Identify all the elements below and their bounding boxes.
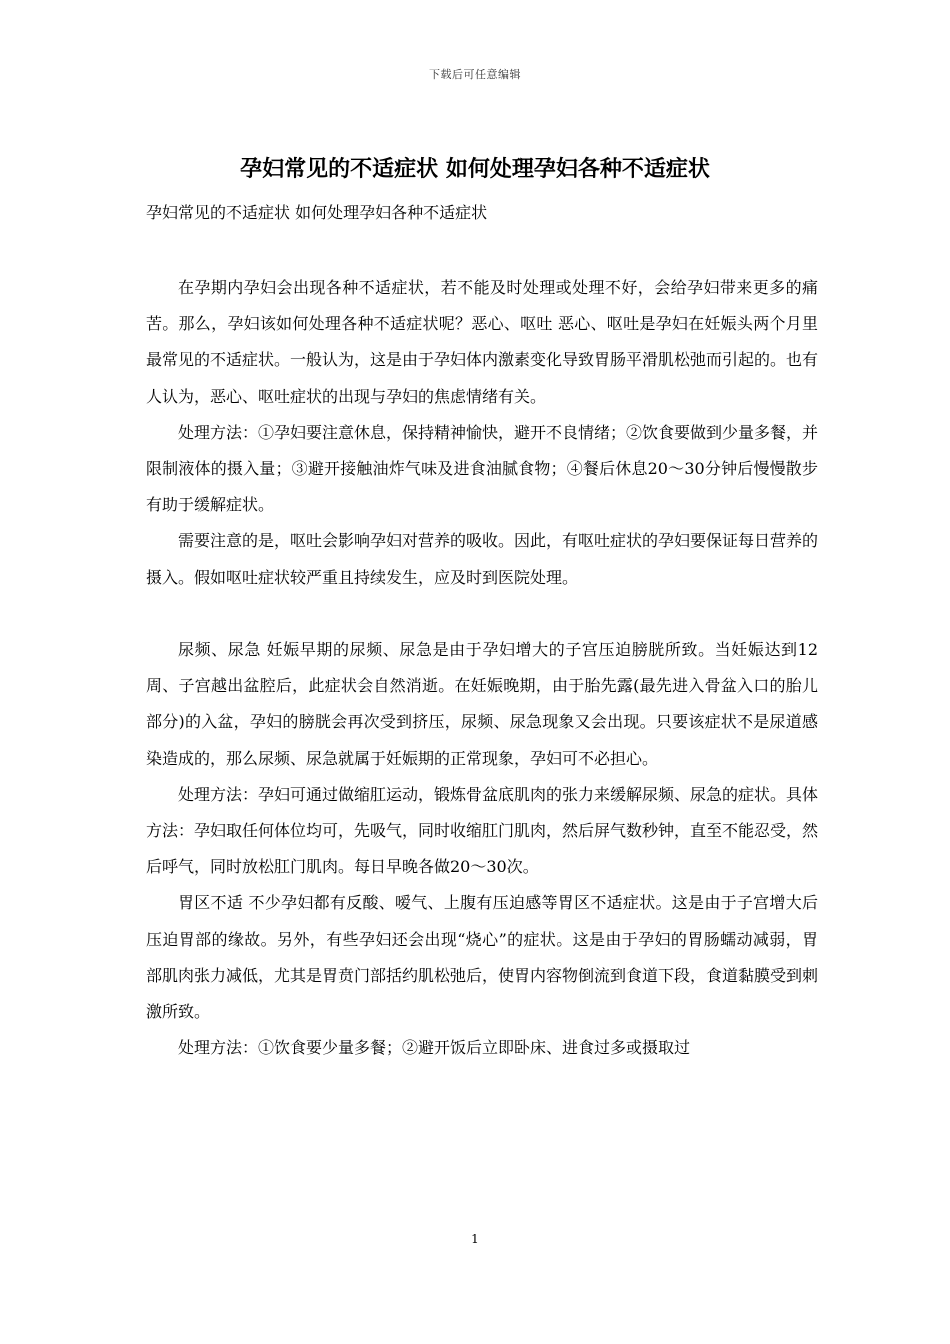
paragraph-intro-nausea: 在孕期内孕妇会出现各种不适症状，若不能及时处理或处理不好，会给孕妇带来更多的痛苦。那么，孕妇该如何处理各种不适症状呢？恶心、呕吐 恶心、呕吐是孕妇在妊娠头两个月里最常见的不适症状。一般认为，这是由于孕妇体内激素变化导致胃肠平滑肌松弛而引起的。也有人认为，恶心、呕吐症状的出现与孕妇的焦虑情绪有关。 xyxy=(146,278,819,406)
document-title: 孕妇常见的不适症状 如何处理孕妇各种不适症状 xyxy=(240,156,710,182)
page-header-note: 下载后可任意编辑 xyxy=(429,68,521,81)
paragraph-stomach-treatment: 处理方法：①饮食要少量多餐；②避开饭后立即卧床、进食过多或摄取过 xyxy=(178,1038,691,1058)
document-body xyxy=(146,270,818,1066)
page-number: 1 xyxy=(471,1232,479,1246)
paragraph-nausea-treatment: 处理方法：①孕妇要注意休息，保持精神愉快，避开不良情绪；②饮食要做到少量多餐，并限制液体的摄入量；③避开接触油炸气味及进食油腻食物；④餐后休息20～30分钟后慢慢散步有助于缓解症状。 xyxy=(146,422,819,515)
paragraph-frequent-urination: 尿频、尿急 妊娠早期的尿频、尿急是由于孕妇增大的子宫压迫膀胱所致。当妊娠达到12周、子宫越出盆腔后，此症状会自然消逝。在妊娠晚期，由于胎先露(最先进入骨盆入口的胎儿部分)的入盆，孕妇的膀胱会再次受到挤压，尿频、尿急现象又会出现。只要该症状不是尿道感染造成的，那么尿频、尿急就属于妊娠期的正常现象，孕妇可不必担心。 xyxy=(146,640,818,768)
paragraph-stomach-discomfort: 胃区不适 不少孕妇都有反酸、嗳气、上腹有压迫感等胃区不适症状。这是由于子宫增大后压迫胃部的缘故。另外，有些孕妇还会出现“烧心”的症状。这是由于孕妇的胃肠蠕动减弱，胃部肌肉张力减低，尤其是胃贲门部括约肌松弛后，使胃内容物倒流到食道下段，食道黏膜受到刺激所致。 xyxy=(146,893,819,1022)
paragraph-nausea-note: 需要注意的是，呕吐会影响孕妇对营养的吸收。因此，有呕吐症状的孕妇要保证每日营养的摄入。假如呕吐症状较严重且持续发生，应及时到医院处理。 xyxy=(146,531,819,587)
paragraph-urination-treatment: 处理方法：孕妇可通过做缩肛运动，锻炼骨盆底肌肉的张力来缓解尿频、尿急的症状。具体方法：孕妇取任何体位均可，先吸气，同时收缩肛门肌肉，然后屏气数秒钟，直至不能忍受，然后呼气，同时放松肛门肌肉。每日早晚各做20～30次。 xyxy=(146,784,819,877)
document-subtitle: 孕妇常见的不适症状 如何处理孕妇各种不适症状 xyxy=(146,203,488,222)
